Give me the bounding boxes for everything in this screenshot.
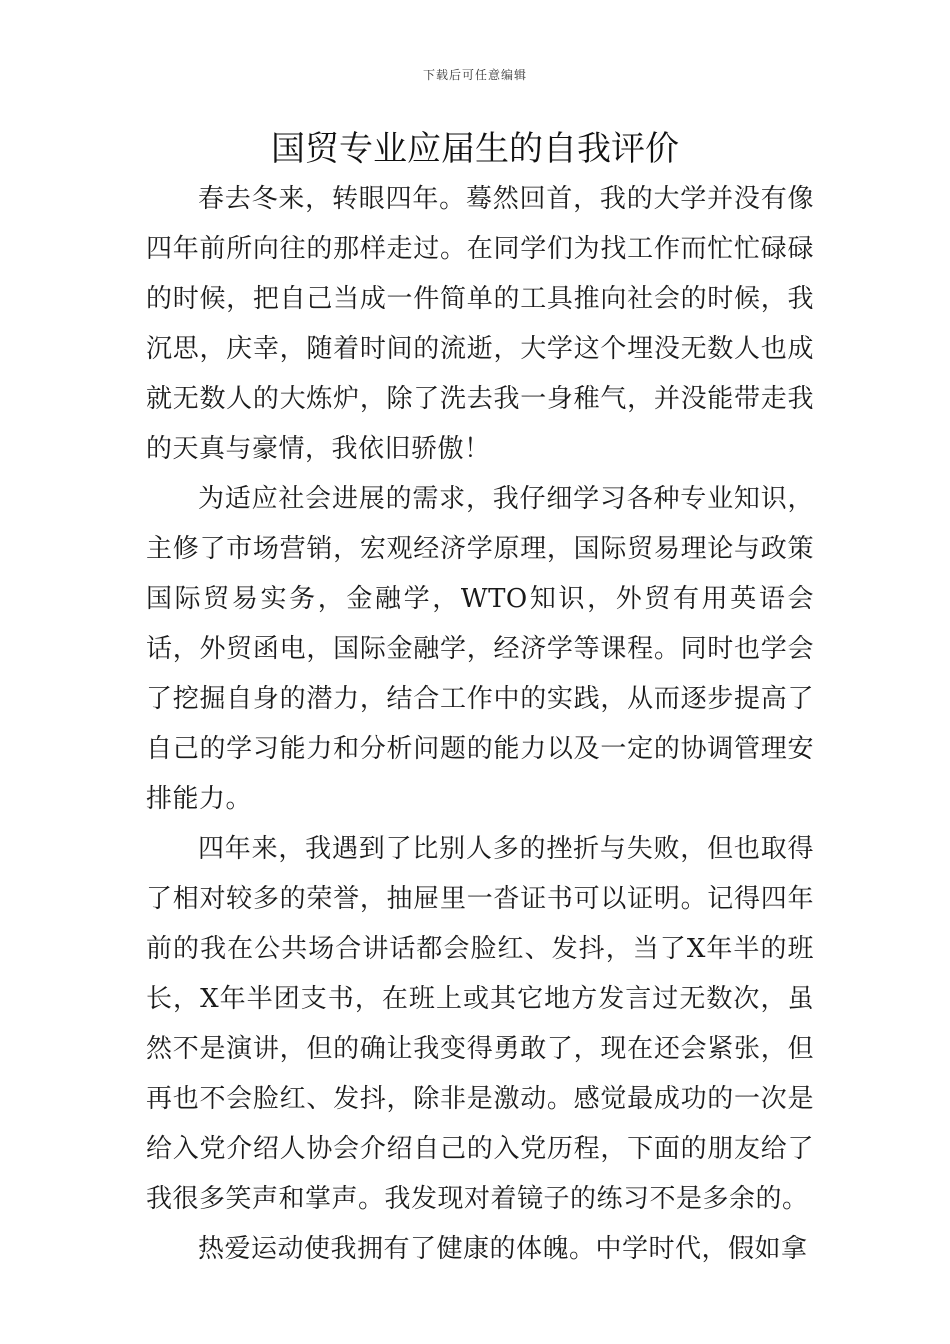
paragraph-4: 热爱运动使我拥有了健康的体魄。中学时代，假如拿 xyxy=(198,1234,808,1264)
document-title: 国贸专业应届生的自我评价 xyxy=(271,129,679,169)
paragraph-3: 四年来，我遇到了比别人多的挫折与失败，但也取得了相对较多的荣誉，抽屉里一沓证书可以证明。记得四年前的我在公共场合讲话都会脸红、发抖，当了X年半的班长，X年半团支书，在班上或其它地方发言过无数次，虽然不是演讲，但的确让我变得勇敢了，现在还会紧张，但再也不会脸红、发抖，除非是激动。感觉最成功的一次是给入党介绍人协会介绍自己的入党历程，下面的朋友给了我很多笑声和掌声。我发现对着镜子的练习不是多余的。 xyxy=(146,834,814,1214)
paragraph-2: 为适应社会进展的需求，我仔细学习各种专业知识，主修了市场营销，宏观经济学原理，国际贸易理论与政策国际贸易实务，金融学，WTO知识，外贸有用英语会话，外贸函电，国际金融学，经济学等课程。同时也学会了挖掘自身的潜力，结合工作中的实践，从而逐步提高了自己的学习能力和分析问题的能力以及一定的协调管理安排能力。 xyxy=(146,484,814,814)
paragraph-1: 春去冬来，转眼四年。蓦然回首，我的大学并没有像四年前所向往的那样走过。在同学们为找工作而忙忙碌碌的时候，把自己当成一件简单的工具推向社会的时候，我沉思，庆幸，随着时间的流逝，大学这个埋没无数人也成就无数人的大炼炉，除了洗去我一身稚气，并没能带走我的天真与豪情，我依旧骄傲！ xyxy=(146,184,814,464)
header-note: 下载后可任意编辑 xyxy=(422,68,527,82)
document-body xyxy=(146,174,814,1274)
